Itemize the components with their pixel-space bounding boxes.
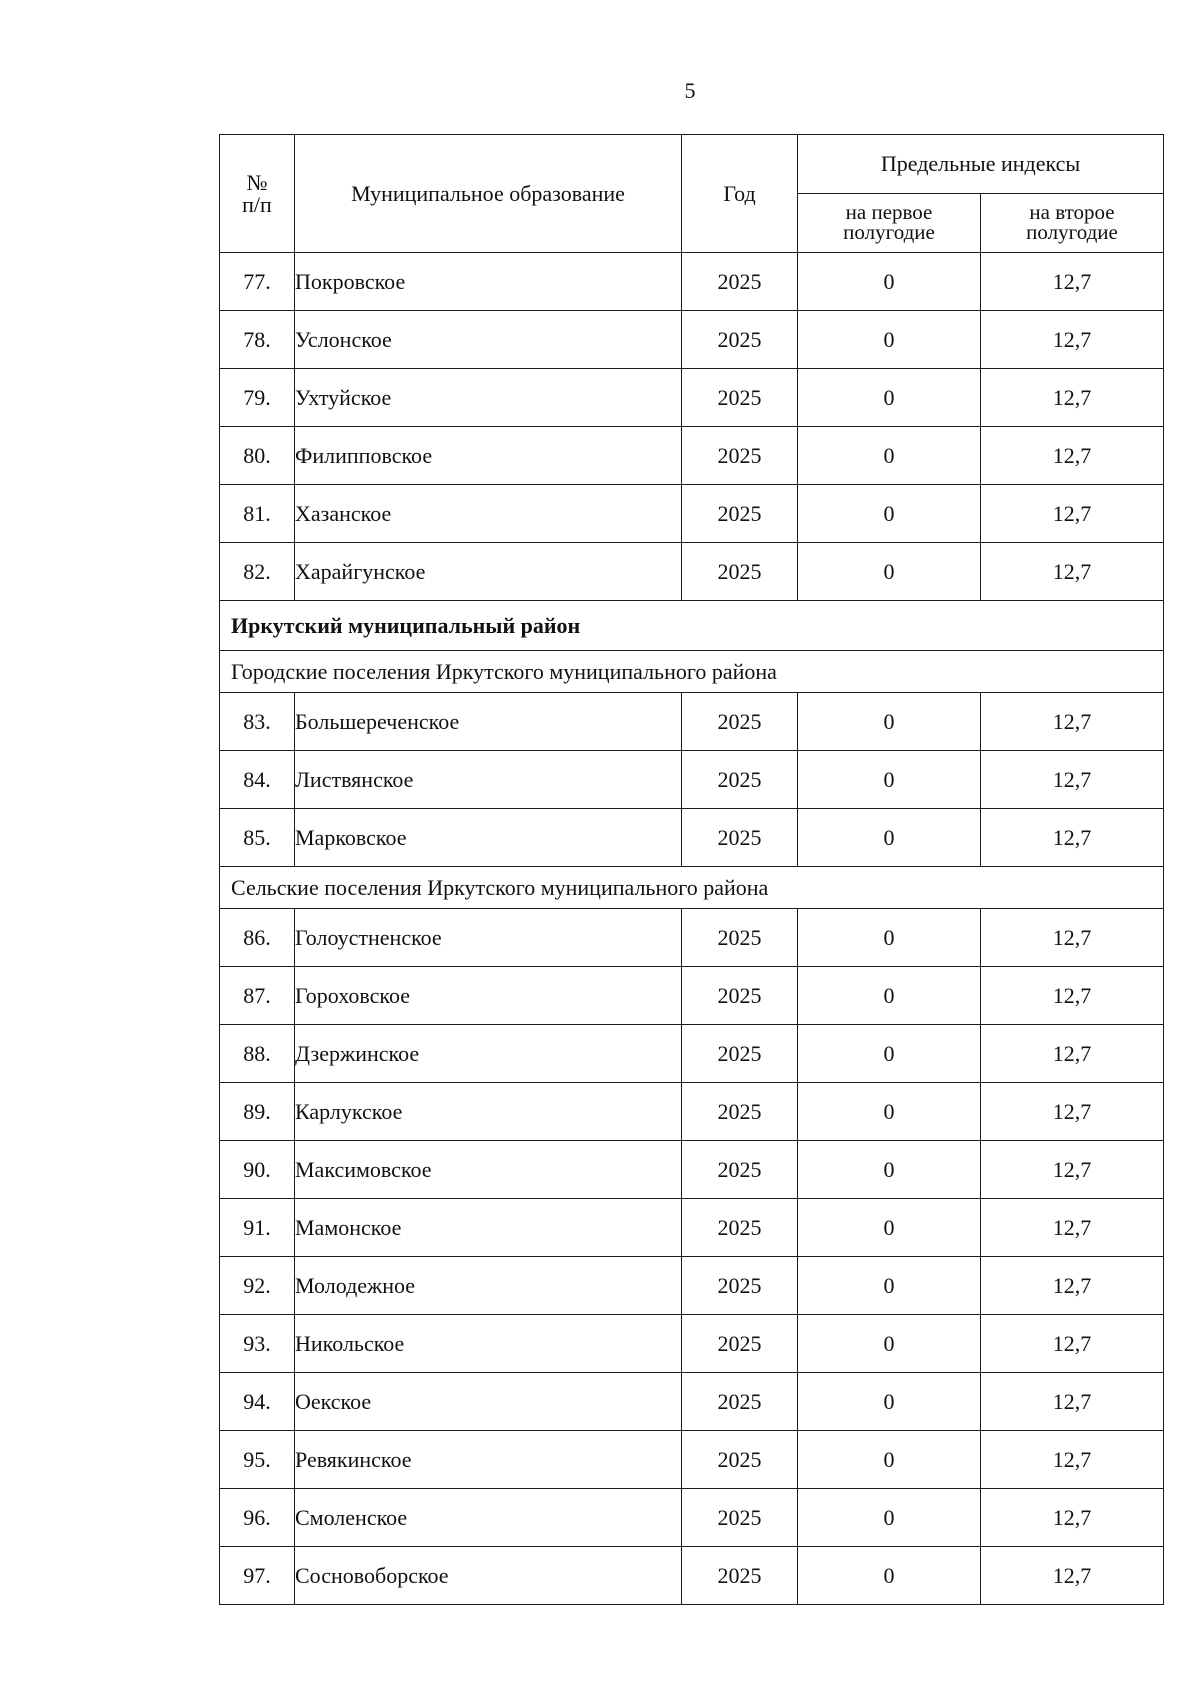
- table-row: [220, 311, 1164, 369]
- row-year: 2025: [682, 369, 798, 427]
- second-half-index: 12,7: [981, 751, 1164, 809]
- first-half-index: 0: [798, 369, 981, 427]
- table-row: [220, 1141, 1164, 1199]
- second-half-index: 12,7: [981, 1199, 1164, 1257]
- municipality-name: Оекское: [295, 1373, 682, 1431]
- first-half-index: 0: [798, 751, 981, 809]
- municipality-name: Голоустненское: [295, 909, 682, 967]
- table-body: [220, 253, 1164, 1605]
- first-half-index: 0: [798, 1083, 981, 1141]
- row-number: 93.: [220, 1315, 295, 1373]
- row-number: 79.: [220, 369, 295, 427]
- district-heading-row: [220, 601, 1164, 651]
- row-number: 81.: [220, 485, 295, 543]
- row-year: 2025: [682, 693, 798, 751]
- second-half-index: 12,7: [981, 909, 1164, 967]
- row-year: 2025: [682, 1025, 798, 1083]
- row-number: 91.: [220, 1199, 295, 1257]
- municipality-name: Листвянское: [295, 751, 682, 809]
- municipality-name: Молодежное: [295, 1257, 682, 1315]
- table-row: [220, 485, 1164, 543]
- row-number: 90.: [220, 1141, 295, 1199]
- first-half-index: 0: [798, 909, 981, 967]
- municipality-name: Карлукское: [295, 1083, 682, 1141]
- urban-settlements-heading: Городские поселения Иркутского муниципального района: [220, 651, 1164, 693]
- row-year: 2025: [682, 1431, 798, 1489]
- row-year: 2025: [682, 1257, 798, 1315]
- municipality-name: Ревякинское: [295, 1431, 682, 1489]
- tariff-index-table: [219, 134, 1164, 1605]
- row-number: 92.: [220, 1257, 295, 1315]
- municipality-name: Ухтуйское: [295, 369, 682, 427]
- second-half-index: 12,7: [981, 1373, 1164, 1431]
- first-half-index: 0: [798, 1373, 981, 1431]
- first-half-index: 0: [798, 485, 981, 543]
- district-heading: Иркутский муниципальный район: [220, 601, 1164, 651]
- rural-settlements-heading: Сельские поселения Иркутского муниципального района: [220, 867, 1164, 909]
- second-half-index: 12,7: [981, 1431, 1164, 1489]
- municipality-name: Никольское: [295, 1315, 682, 1373]
- table-row: [220, 253, 1164, 311]
- table-row: [220, 967, 1164, 1025]
- second-half-index: 12,7: [981, 311, 1164, 369]
- table-row: [220, 693, 1164, 751]
- municipality-name: Смоленское: [295, 1489, 682, 1547]
- first-half-index: 0: [798, 967, 981, 1025]
- header-number: [220, 135, 295, 253]
- table-row: [220, 1025, 1164, 1083]
- row-number: 87.: [220, 967, 295, 1025]
- row-year: 2025: [682, 311, 798, 369]
- second-half-index: 12,7: [981, 253, 1164, 311]
- header-first-half: на первое полугодие: [798, 194, 981, 253]
- row-year: 2025: [682, 1373, 798, 1431]
- row-year: 2025: [682, 809, 798, 867]
- first-half-index: 0: [798, 1489, 981, 1547]
- row-year: 2025: [682, 1141, 798, 1199]
- first-half-index: 0: [798, 1547, 981, 1605]
- table-row: [220, 1199, 1164, 1257]
- table-row: [220, 543, 1164, 601]
- second-half-index: 12,7: [981, 485, 1164, 543]
- second-half-index: 12,7: [981, 1257, 1164, 1315]
- municipality-name: Мамонское: [295, 1199, 682, 1257]
- second-half-index: 12,7: [981, 809, 1164, 867]
- row-year: 2025: [682, 751, 798, 809]
- header-number-abbrev: п/п: [242, 191, 272, 217]
- row-number: 96.: [220, 1489, 295, 1547]
- row-number: 85.: [220, 809, 295, 867]
- row-year: 2025: [682, 1199, 798, 1257]
- municipality-name: Максимовское: [295, 1141, 682, 1199]
- row-number: 89.: [220, 1083, 295, 1141]
- header-municipality: Муниципальное образование: [295, 135, 682, 253]
- second-half-index: 12,7: [981, 967, 1164, 1025]
- municipality-name: Марковское: [295, 809, 682, 867]
- municipality-name: Покровское: [295, 253, 682, 311]
- header-limit-indices: Предельные индексы: [798, 135, 1164, 194]
- header-year: Год: [682, 135, 798, 253]
- table-row: [220, 1431, 1164, 1489]
- municipality-name: Сосновоборское: [295, 1547, 682, 1605]
- row-number: 77.: [220, 253, 295, 311]
- row-year: 2025: [682, 909, 798, 967]
- row-number: 84.: [220, 751, 295, 809]
- second-half-index: 12,7: [981, 369, 1164, 427]
- table-row: [220, 751, 1164, 809]
- first-half-index: 0: [798, 809, 981, 867]
- second-half-index: 12,7: [981, 693, 1164, 751]
- table-row: [220, 1315, 1164, 1373]
- table-row: [220, 1373, 1164, 1431]
- row-year: 2025: [682, 1547, 798, 1605]
- second-half-index: 12,7: [981, 1141, 1164, 1199]
- table-row: [220, 1257, 1164, 1315]
- row-year: 2025: [682, 543, 798, 601]
- first-half-index: 0: [798, 693, 981, 751]
- table-row: [220, 909, 1164, 967]
- first-half-index: 0: [798, 311, 981, 369]
- first-half-index: 0: [798, 427, 981, 485]
- municipality-name: Филипповское: [295, 427, 682, 485]
- first-half-index: 0: [798, 1199, 981, 1257]
- row-year: 2025: [682, 967, 798, 1025]
- urban-settlements-row: [220, 651, 1164, 693]
- row-year: 2025: [682, 485, 798, 543]
- row-number: 88.: [220, 1025, 295, 1083]
- first-half-index: 0: [798, 1025, 981, 1083]
- header-row: [220, 135, 1164, 194]
- first-half-index: 0: [798, 253, 981, 311]
- municipality-name: Большереченское: [295, 693, 682, 751]
- row-number: 83.: [220, 693, 295, 751]
- row-year: 2025: [682, 1083, 798, 1141]
- first-half-index: 0: [798, 1257, 981, 1315]
- row-year: 2025: [682, 253, 798, 311]
- second-half-index: 12,7: [981, 1489, 1164, 1547]
- row-number: 95.: [220, 1431, 295, 1489]
- header-second-half: на второе полугодие: [981, 194, 1164, 253]
- row-number: 78.: [220, 311, 295, 369]
- rural-settlements-row: [220, 867, 1164, 909]
- municipality-name: Харайгунское: [295, 543, 682, 601]
- second-half-index: 12,7: [981, 427, 1164, 485]
- municipality-name: Гороховское: [295, 967, 682, 1025]
- municipality-name: Хазанское: [295, 485, 682, 543]
- first-half-index: 0: [798, 1141, 981, 1199]
- second-half-index: 12,7: [981, 1083, 1164, 1141]
- table-row: [220, 427, 1164, 485]
- municipality-name: Дзержинское: [295, 1025, 682, 1083]
- row-number: 82.: [220, 543, 295, 601]
- table-row: [220, 369, 1164, 427]
- first-half-index: 0: [798, 1315, 981, 1373]
- row-number: 97.: [220, 1547, 295, 1605]
- row-year: 2025: [682, 1315, 798, 1373]
- municipality-name: Услонское: [295, 311, 682, 369]
- first-half-index: 0: [798, 543, 981, 601]
- table-row: [220, 1083, 1164, 1141]
- row-number: 94.: [220, 1373, 295, 1431]
- second-half-index: 12,7: [981, 1025, 1164, 1083]
- row-number: 80.: [220, 427, 295, 485]
- second-half-index: 12,7: [981, 1315, 1164, 1373]
- row-year: 2025: [682, 1489, 798, 1547]
- table-row: [220, 1547, 1164, 1605]
- second-half-index: 12,7: [981, 543, 1164, 601]
- row-year: 2025: [682, 427, 798, 485]
- table-row: [220, 809, 1164, 867]
- first-half-index: 0: [798, 1431, 981, 1489]
- header-number-symbol: №: [246, 169, 268, 195]
- row-number: 86.: [220, 909, 295, 967]
- page-number: 5: [684, 78, 696, 103]
- table-row: [220, 1489, 1164, 1547]
- second-half-index: 12,7: [981, 1547, 1164, 1605]
